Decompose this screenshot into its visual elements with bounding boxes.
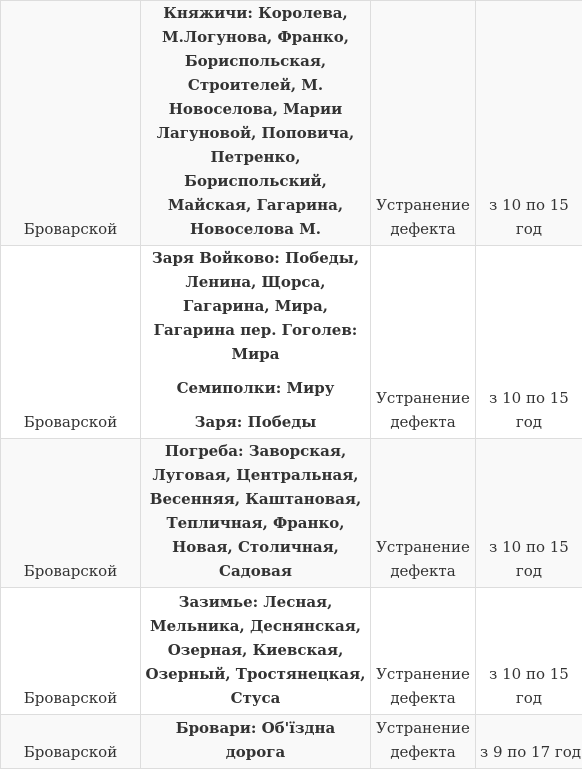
streets-cell xyxy=(141,439,371,588)
town-name: Заря Войково: xyxy=(152,249,280,267)
time-period-cell: з 10 по 15 год xyxy=(476,1,582,246)
street-names: Заворская, Луговая, Центральная, Весенняя, Каштановая, Тепличная, Франко, Новая, Столичная, Садовая xyxy=(150,442,361,580)
street-names: Мира xyxy=(232,345,280,363)
work-type-cell: Устранение дефекта xyxy=(371,588,476,715)
time-period-cell: з 10 по 15 год xyxy=(476,439,582,588)
district-cell: Броварской xyxy=(1,588,141,715)
time-period-cell: з 9 по 17 год xyxy=(476,715,582,769)
streets-cell xyxy=(141,588,371,715)
street-names: Королева, М.Логунова, Франко, Бориспольская, Строителей, М. Новоселова, Марии Лагуновой, Поповича, Петренко, Бориспольский, Майская, Гагарина, Новоселова М. xyxy=(157,4,354,238)
work-type-cell: Устранение дефекта xyxy=(371,439,476,588)
table-row xyxy=(1,715,582,769)
streets-cell xyxy=(141,715,371,769)
work-type-cell: Устранение дефекта xyxy=(371,1,476,246)
work-type-cell: Устранение дефекта xyxy=(371,246,476,439)
street-names: Об'їздна дорога xyxy=(226,719,335,761)
time-period-cell: з 10 по 15 год xyxy=(476,588,582,715)
town-name: Зазимье: xyxy=(179,593,259,611)
town-name: Семиполки: xyxy=(177,379,282,397)
district-cell: Броварской xyxy=(1,439,141,588)
town-name: Заря: xyxy=(195,413,243,431)
street-list xyxy=(145,439,366,583)
streets-cell xyxy=(141,246,371,439)
work-type-cell: Устранение дефекта xyxy=(371,715,476,769)
street-names: Победы xyxy=(248,413,317,431)
district-cell: Броварской xyxy=(1,1,141,246)
street-list xyxy=(145,246,366,366)
table-row xyxy=(1,1,582,246)
table-row xyxy=(1,246,582,439)
street-names: Победы, Ленина, Щорса, Гагарина, Мира, Гагарина пер. xyxy=(154,249,359,339)
town-name: Княжичи: xyxy=(163,4,253,22)
street-names: Лесная, Мельника, Деснянская, Озерная, Киевская, Озерный, Тростянецкая, Стуса xyxy=(146,593,366,707)
table-row xyxy=(1,439,582,588)
district-cell: Броварской xyxy=(1,715,141,769)
street-list xyxy=(145,376,366,400)
time-period-cell: з 10 по 15 год xyxy=(476,246,582,439)
table-row xyxy=(1,588,582,715)
town-name: Гоголев: xyxy=(282,321,358,339)
street-list xyxy=(145,1,366,241)
street-list xyxy=(145,716,366,764)
district-cell: Броварской xyxy=(1,246,141,439)
town-name: Погреба: xyxy=(165,442,244,460)
streets-cell xyxy=(141,1,371,246)
street-names: Миру xyxy=(287,379,335,397)
street-list xyxy=(145,590,366,710)
town-name: Бровари: xyxy=(176,719,257,737)
street-list xyxy=(145,410,366,434)
